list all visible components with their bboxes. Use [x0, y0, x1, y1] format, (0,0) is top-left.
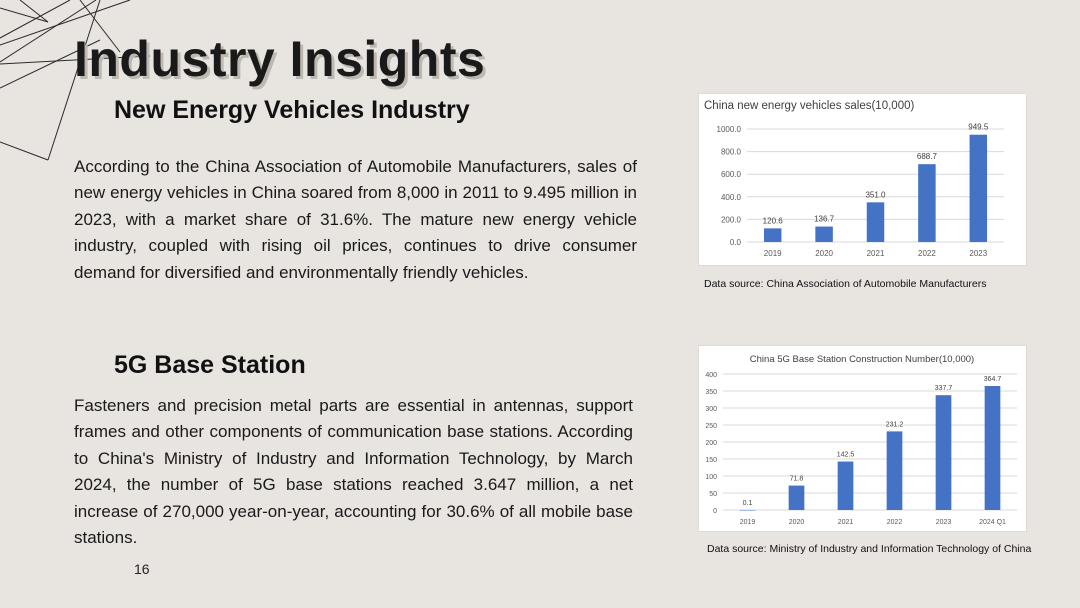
fiveg-chart-title: China 5G Base Station Construction Number(10,000): [749, 354, 975, 365]
fiveg-y-tick-label: 350: [705, 389, 717, 396]
fiveg-x-tick-label: 2020: [788, 519, 805, 526]
nev-bar: [970, 135, 987, 242]
nev-sales-chart-svg: [699, 94, 1026, 265]
nev-y-tick-label: 0.0: [729, 238, 741, 247]
nev-section-heading: New Energy Vehicles Industry: [114, 96, 470, 124]
nev-x-tick-label: 2020: [815, 249, 833, 258]
nev-data-label: 688.7: [916, 152, 937, 162]
nev-data-label: 351.0: [865, 190, 886, 200]
fiveg-y-tick-label: 200: [705, 440, 717, 447]
fiveg-y-tick-label: 400: [705, 372, 717, 379]
fiveg-base-station-chart: [698, 345, 1027, 532]
nev-data-label: 136.7: [814, 214, 835, 224]
fiveg-y-tick-label: 300: [705, 406, 717, 413]
nev-data-source: Data source: China Association of Automobile Manufacturers: [704, 278, 987, 290]
fiveg-y-tick-label: 150: [705, 457, 717, 464]
fiveg-x-tick-label: 2019: [739, 519, 756, 526]
fiveg-x-tick-label: 2024 Q1: [979, 519, 1006, 526]
nev-y-tick-label: 1000.0: [716, 125, 741, 134]
fiveg-data-label: 231.2: [885, 421, 904, 429]
nev-chart-title: China new energy vehicles sales(10,000): [704, 100, 915, 112]
nev-x-tick-label: 2023: [969, 249, 988, 258]
fiveg-y-tick-label: 50: [709, 491, 717, 498]
fiveg-data-label: 0.1: [742, 499, 753, 507]
fiveg-section-heading: 5G Base Station: [114, 351, 306, 379]
fiveg-x-tick-label: 2022: [886, 519, 903, 526]
fiveg-data-label: 337.7: [934, 385, 953, 393]
fiveg-y-tick-label: 0: [713, 508, 717, 515]
nev-bar: [815, 227, 832, 242]
nev-x-tick-label: 2022: [918, 249, 936, 258]
nev-x-tick-label: 2021: [866, 249, 885, 258]
fiveg-x-tick-label: 2023: [935, 519, 952, 526]
fiveg-bar: [936, 395, 952, 510]
nev-data-label: 949.5: [968, 122, 989, 132]
fiveg-data-label: 142.5: [836, 451, 855, 459]
fiveg-bar: [985, 386, 1001, 510]
nev-x-tick-label: 2019: [763, 249, 782, 258]
nev-data-label: 120.6: [762, 216, 783, 226]
fiveg-bar: [740, 510, 756, 511]
nev-y-tick-label: 800.0: [720, 147, 741, 157]
fiveg-bar: [789, 486, 805, 510]
fiveg-bar: [838, 462, 854, 510]
fiveg-x-tick-label: 2021: [837, 519, 854, 526]
nev-bar: [764, 228, 781, 242]
nev-paragraph: According to the China Association of Automobile Manufacturers, sales of new energy vehicles in China soared from 8,000 in 2011 to 9.495 million in 2023, with a market share of 31.6%. The mature new energy vehicle industry, coupled with rising oil prices, continues to drive consumer demand for diversified and environmentally friendly vehicles.: [74, 157, 637, 282]
fiveg-data-source: Data source: Ministry of Industry and Information Technology of China: [707, 543, 1032, 555]
fiveg-bar: [887, 431, 903, 510]
slide-title: Industry Insights: [74, 31, 486, 87]
fiveg-y-tick-label: 250: [705, 423, 717, 430]
nev-bar: [867, 202, 884, 242]
nev-bar: [918, 164, 935, 242]
fiveg-y-tick-label: 100: [705, 474, 717, 481]
fiveg-data-label: 364.7: [983, 376, 1002, 384]
nev-y-tick-label: 600.0: [720, 170, 741, 180]
page-number: 16: [134, 561, 150, 577]
fiveg-base-station-chart-svg: [699, 346, 1026, 531]
nev-y-tick-label: 400.0: [720, 192, 741, 202]
fiveg-data-label: 71.8: [789, 475, 804, 483]
nev-y-tick-label: 200.0: [720, 215, 741, 225]
nev-sales-chart: [698, 93, 1027, 266]
fiveg-paragraph: Fasteners and precision metal parts are essential in antennas, support frames and other components of communication base stations. According to China's Ministry of Industry and Information Technology, by March 2024, the number of 5G base stations reached 3.647 million, a net increase of 270,000 year-on-year, accounting for 30.6% of all mobile base stations.: [74, 396, 633, 548]
